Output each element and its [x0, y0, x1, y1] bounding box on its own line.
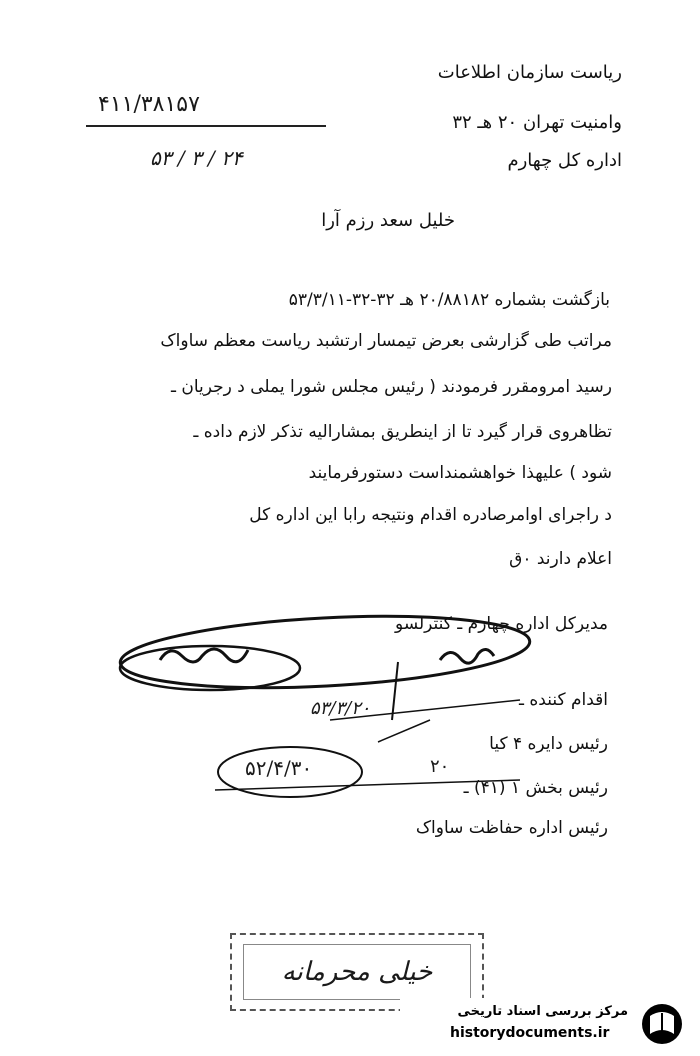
header-org-line2: وامنیت تهران ۲۰ هـ ۳۲ [452, 112, 622, 133]
dept-head-label: رئیس دایره ۴ کیا [489, 734, 608, 754]
stamp-text: خیلی محرمانه [281, 957, 433, 987]
signature-oval-large [119, 607, 532, 696]
body-line-5: شود ) علیهذا خواهشمنداست دستورفرمایند [308, 463, 612, 483]
handwritten-date-2: ۵۲/۴/۳۰ [245, 756, 313, 780]
signature-oval-small [120, 646, 300, 690]
subject-name: خلیل سعد رزم آرا [321, 210, 455, 231]
signature-scribble-right [440, 649, 494, 663]
header-department: اداره کل چهارم [507, 150, 622, 171]
action-officer-label: اقدام کننده ـ [519, 690, 608, 710]
body-line-1: بازگشت بشماره ۲۰/۸۸۱۸۲ هـ ۳۲-۳۲-۵۳/۳/۱۱ [288, 290, 610, 310]
signature-stroke [392, 662, 398, 720]
signature-scribble-left [160, 649, 248, 662]
handwritten-number: ۲۰ [430, 756, 450, 777]
stamp-inner-border [243, 944, 471, 1000]
date-line-2 [378, 720, 430, 742]
reference-number: ۴۱۱/۳۸۱۵۷ [98, 92, 200, 117]
archive-logo-icon [640, 1002, 684, 1050]
archive-logo-svg [640, 1002, 684, 1046]
handwritten-date-1: ۵۳/۳/۲۰ [310, 698, 371, 719]
header-org-line1: ریاست سازمان اطلاعات [437, 62, 622, 83]
body-line-6: د راجرای اوامرصادره اقدام ونتیجه رابا این اداره کل [249, 505, 612, 525]
footer-title: مرکز بررسی اسناد تاریخی [457, 1004, 628, 1019]
section-line [215, 780, 520, 790]
director-title: مدیرکل اداره چهارم ـ کنترلسو [395, 614, 608, 634]
body-line-2: مراتب طی گزارشی بعرض تیمسار ارتشبد ریاست معظم ساواک [160, 331, 612, 351]
body-line-3: رسید امرومقرر فرمودند ( رئیس مجلس شورا یملی د رجریان ـ [171, 377, 612, 397]
security-head-label: رئیس اداره حفاظت ساواک [415, 818, 608, 838]
body-line-4: تظاهروی قرار گیرد تا از اینطریق بمشارالیه تذکر لازم داده ـ [193, 422, 612, 442]
section-head-label: رئیس بخش ۱ (۴۱) ـ [463, 778, 608, 798]
footer-url: historydocuments.ir [450, 1025, 610, 1041]
body-line-7: اعلام دارند ۰ق [509, 549, 612, 569]
handwritten-date: ۲۴ / ۳ / ۵۳ [150, 146, 243, 170]
